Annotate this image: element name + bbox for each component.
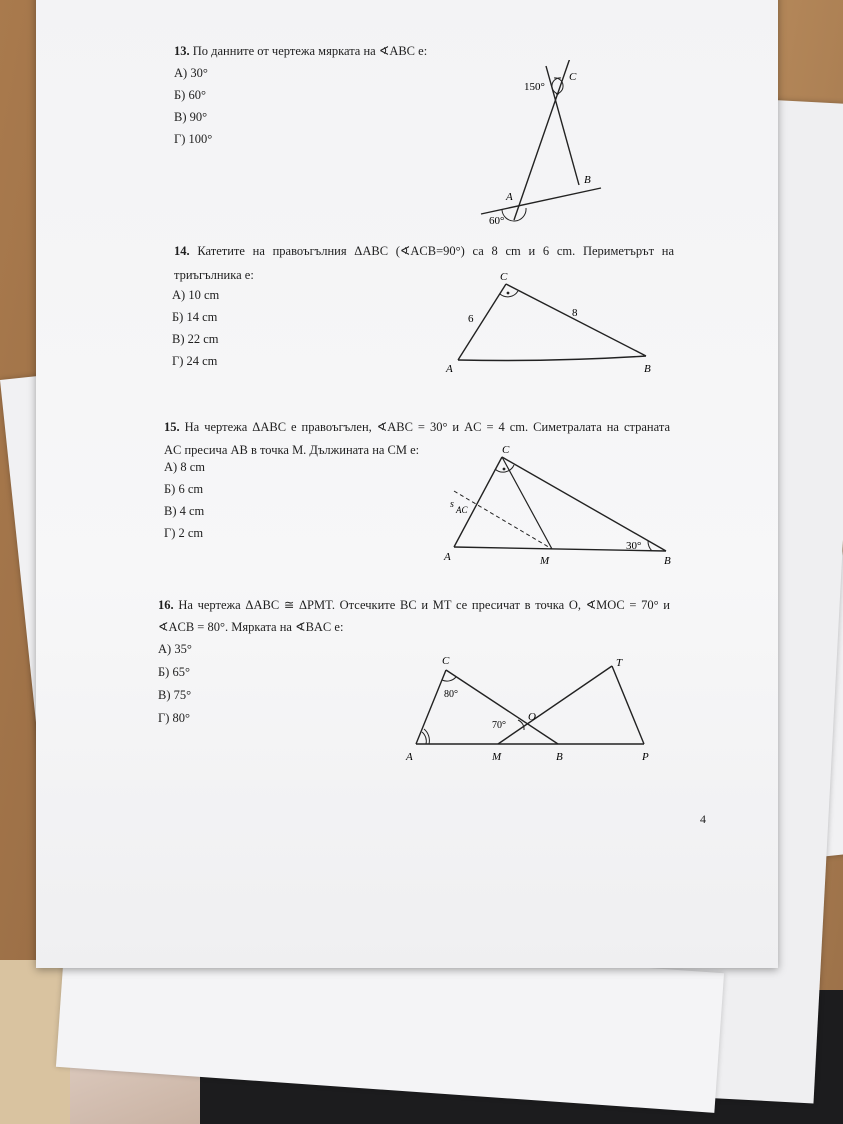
- answer-option: Б) 6 cm: [164, 482, 204, 496]
- exam-sheet: [36, 0, 778, 968]
- side-label: 8: [572, 307, 578, 319]
- vertex-label: B: [556, 751, 563, 763]
- answer-option: А) 8 cm: [164, 460, 205, 474]
- figure-16: [400, 650, 670, 770]
- angle-label: 150°: [524, 81, 545, 93]
- bisector-label-sub: AC: [456, 505, 468, 515]
- page-number: 4: [700, 812, 706, 826]
- vertex-label: C: [502, 445, 510, 456]
- figure-14: [444, 272, 664, 376]
- question-16: [158, 598, 670, 613]
- question-number: 14.: [174, 244, 190, 258]
- vertex-label: B: [664, 555, 671, 567]
- answer-option: В) 90°: [174, 110, 208, 124]
- question-14: [174, 244, 674, 259]
- bisector-label: s: [450, 499, 454, 510]
- question-text: триъгълника е:: [174, 268, 254, 282]
- vertex-label: C: [569, 71, 577, 83]
- vertex-label: T: [616, 657, 623, 669]
- figure-13: [466, 60, 646, 230]
- answer-option: В) 4 cm: [164, 504, 205, 518]
- figure-15: [440, 445, 680, 570]
- answer-option: В) 75°: [158, 688, 192, 702]
- question-text: Катетите на правоъгълния ΔABC (∢ACB=90°) са 8 cm и 6 cm. Периметърът на: [197, 244, 675, 258]
- angle-label: 70°: [492, 720, 506, 731]
- answer-option: Б) 14 cm: [172, 310, 218, 324]
- vertex-label: A: [446, 363, 453, 375]
- question-text: ∢ACB = 80°. Мярката на ∢BAC е:: [158, 620, 344, 634]
- answer-option: Г) 100°: [174, 132, 213, 146]
- question-text: На чертежа ΔABC е правоъгълен, ∢ABC = 30° и AC = 4 cm. Симетралата на страната: [184, 420, 671, 434]
- angle-label: 60°: [489, 215, 505, 227]
- vertex-label: A: [444, 551, 451, 563]
- vertex-label: A: [406, 751, 413, 763]
- question-number: 15.: [164, 420, 180, 434]
- question-text: По данните от чертежа мярката на ∢ABC е:: [192, 44, 428, 58]
- question-13: [174, 44, 427, 59]
- answer-option: Г) 24 cm: [172, 354, 218, 368]
- answer-option: А) 35°: [158, 642, 192, 656]
- side-label: 6: [468, 313, 474, 325]
- vertex-label: A: [506, 191, 513, 203]
- answer-option: Б) 65°: [158, 665, 190, 679]
- answer-option: Г) 80°: [158, 711, 191, 725]
- vertex-label: P: [642, 751, 649, 763]
- question-text: AC пресича AB в точка M. Дължината на CM е:: [164, 443, 420, 457]
- question-number: 16.: [158, 598, 174, 612]
- vertex-label: B: [644, 363, 651, 375]
- vertex-label: O: [528, 711, 536, 723]
- vertex-label: C: [500, 272, 508, 283]
- vertex-label: C: [442, 655, 450, 667]
- angle-label: 80°: [444, 689, 458, 700]
- vertex-label: M: [492, 751, 502, 763]
- answer-option: А) 30°: [174, 66, 208, 80]
- question-15: [164, 420, 670, 435]
- question-number: 13.: [174, 44, 190, 58]
- answer-option: Г) 2 cm: [164, 526, 204, 540]
- angle-label: 30°: [626, 540, 642, 552]
- vertex-label: M: [540, 555, 550, 567]
- answer-option: Б) 60°: [174, 88, 206, 102]
- question-text: На чертежа ΔABC ≅ ΔPMT. Отсечките BC и MT се пресичат в точка O, ∢MOC = 70° и: [178, 598, 670, 612]
- answer-option: В) 22 cm: [172, 332, 219, 346]
- answer-option: А) 10 cm: [172, 288, 220, 302]
- vertex-label: B: [584, 174, 591, 186]
